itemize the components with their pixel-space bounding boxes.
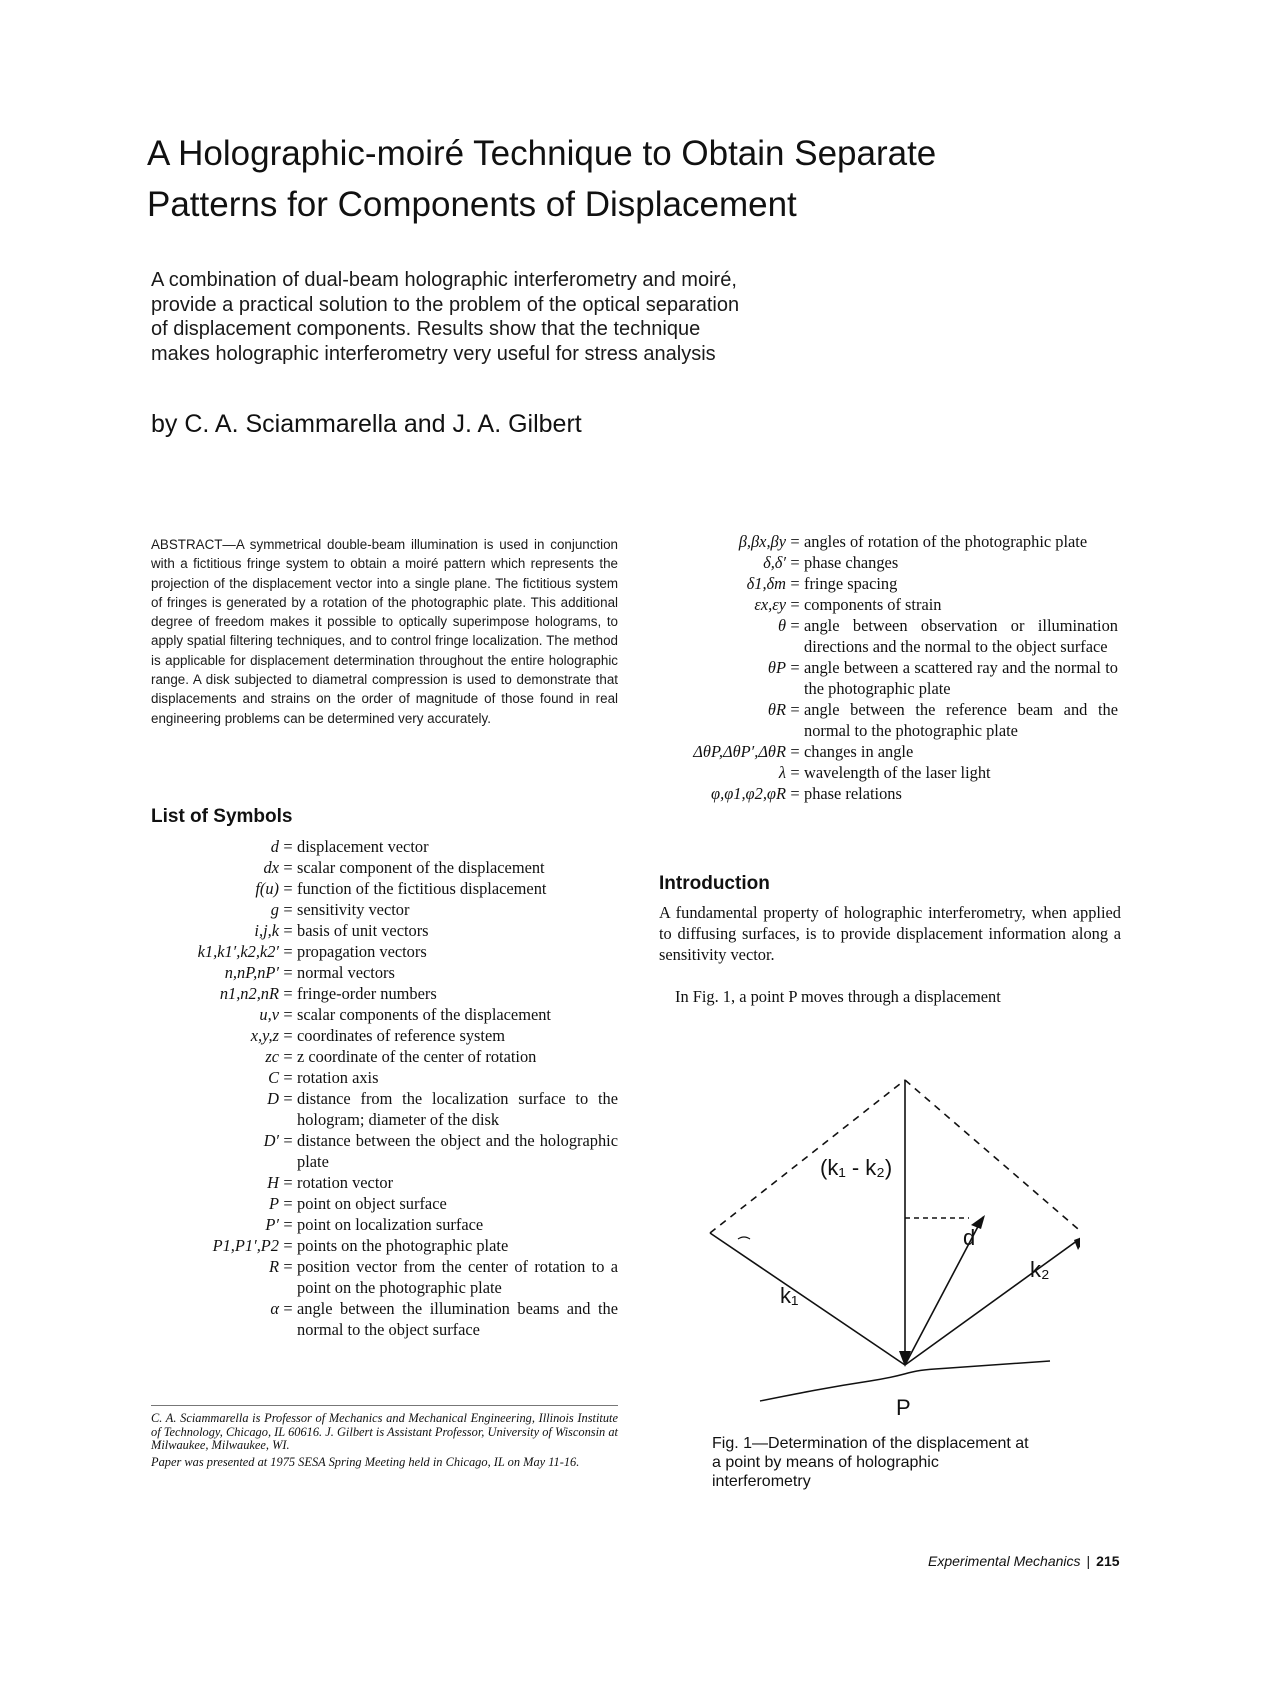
symbol: i,j,k bbox=[254, 921, 279, 940]
k2-label: k₂ bbox=[1030, 1257, 1050, 1282]
symbol-entry: D′ = distance between the object and the holographic plate bbox=[148, 1130, 618, 1172]
symbol-definition: position vector from the center of rotation to a point on the photographic plate bbox=[297, 1257, 618, 1297]
symbol-entry: φ,φ1,φ2,φR = phase relations bbox=[656, 783, 1118, 804]
symbol-definition: displacement vector bbox=[297, 837, 429, 856]
symbol-entry: f(u) = function of the fictitious displacement bbox=[148, 878, 618, 899]
symbol-definition: angle between the illumination beams and the normal to the object surface bbox=[297, 1299, 618, 1339]
symbol-list-left bbox=[148, 836, 618, 1340]
symbol: θP bbox=[767, 658, 786, 677]
symbol: β,βx,βy bbox=[738, 532, 786, 551]
symbol-definition: distance between the object and the holographic plate bbox=[297, 1131, 618, 1171]
symbol-entry: P1,P1′,P2 = points on the photographic plate bbox=[148, 1235, 618, 1256]
symbol-entry: θ = angle between observation or illumination directions and the normal to the object surface bbox=[656, 615, 1118, 657]
symbol-entry: θR = angle between the reference beam and the normal to the photographic plate bbox=[656, 699, 1118, 741]
symbol: θR bbox=[767, 700, 786, 719]
symbol-definition: sensitivity vector bbox=[297, 900, 410, 919]
symbol: δ,δ′ bbox=[763, 553, 786, 572]
k1-tilde bbox=[738, 1237, 750, 1239]
symbol: D′ bbox=[263, 1131, 279, 1150]
symbol: C bbox=[268, 1068, 279, 1087]
symbol-entry: P′ = point on localization surface bbox=[148, 1214, 618, 1235]
symbol: R bbox=[268, 1257, 279, 1276]
d-label: d bbox=[963, 1225, 976, 1250]
symbol-definition: basis of unit vectors bbox=[297, 921, 429, 940]
symbol: θ bbox=[777, 616, 786, 635]
symbol-entry: n,nP,nP′ = normal vectors bbox=[148, 962, 618, 983]
symbol: n,nP,nP′ bbox=[224, 963, 279, 982]
footnote-affiliation: C. A. Sciammarella is Professor of Mechanics and Mechanical Engineering, Illinois Institute of Technology, Chicago, IL 60616. J. Gilbert is Assistant Professor, University of Wisconsin at Milwaukee, Milwaukee, WI. bbox=[151, 1411, 618, 1453]
deck-line-4: makes holographic interferometry very useful for stress analysis bbox=[151, 342, 716, 365]
author-footnote bbox=[151, 1412, 618, 1472]
k2-ray bbox=[905, 1235, 1080, 1365]
symbol-definition: phase changes bbox=[804, 553, 899, 572]
symbol-entry: λ = wavelength of the laser light bbox=[656, 762, 1118, 783]
symbol-entry: R = position vector from the center of rotation to a point on the photographic plate bbox=[148, 1256, 618, 1298]
symbol-list-right bbox=[656, 531, 1118, 804]
symbol: εx,εy bbox=[754, 595, 786, 614]
deck-line-2: provide a practical solution to the problem of the optical separation bbox=[151, 293, 740, 316]
symbol-definition: point on object surface bbox=[297, 1194, 447, 1213]
symbol-definition: phase relations bbox=[804, 784, 902, 803]
page-number: 215 bbox=[1096, 1553, 1120, 1569]
symbol-entry: εx,εy = components of strain bbox=[656, 594, 1118, 615]
symbol-entry: d = displacement vector bbox=[148, 836, 618, 857]
point-p-label: P bbox=[896, 1395, 911, 1420]
journal-name: Experimental Mechanics bbox=[928, 1553, 1081, 1569]
k1-minus-k2-label: (k₁ - k₂) bbox=[820, 1155, 893, 1180]
footnote-presentation: Paper was presented at 1975 SESA Spring Meeting held in Chicago, IL on May 11-16. bbox=[151, 1454, 580, 1469]
symbol: φ,φ1,φ2,φR bbox=[711, 784, 786, 803]
symbol: dx bbox=[263, 858, 279, 877]
symbol: k1,k1′,k2,k2′ bbox=[197, 942, 279, 961]
symbol-definition: fringe-order numbers bbox=[297, 984, 437, 1003]
footnote-divider bbox=[151, 1405, 618, 1406]
page-folio bbox=[928, 1553, 1120, 1569]
symbols-heading: List of Symbols bbox=[151, 806, 293, 827]
figure-1-diagram bbox=[700, 1065, 1080, 1430]
k1-label: k₁ bbox=[780, 1283, 799, 1308]
symbol-definition: coordinates of reference system bbox=[297, 1026, 505, 1045]
k1-ray bbox=[710, 1233, 905, 1365]
symbol: g bbox=[270, 900, 279, 919]
caption-line-3: interferometry bbox=[712, 1473, 811, 1490]
symbol-entry: P = point on object surface bbox=[148, 1193, 618, 1214]
folio-separator: | bbox=[1086, 1553, 1091, 1569]
symbol: D bbox=[267, 1089, 279, 1108]
symbol-entry: ΔθP,ΔθP′,ΔθR = changes in angle bbox=[656, 741, 1118, 762]
figure-1-caption bbox=[712, 1434, 1092, 1491]
caption-line-2: a point by means of holographic bbox=[712, 1454, 939, 1471]
caption-line-1: Fig. 1—Determination of the displacement at bbox=[712, 1435, 1029, 1452]
symbol-entry: θP = angle between a scattered ray and the normal to the photographic plate bbox=[656, 657, 1118, 699]
title-line-1: A Holographic-moiré Technique to Obtain Separate bbox=[147, 134, 937, 173]
symbol-entry: n1,n2,nR = fringe-order numbers bbox=[148, 983, 618, 1004]
symbol: P′ bbox=[265, 1215, 279, 1234]
symbol-entry: D = distance from the localization surface to the hologram; diameter of the disk bbox=[148, 1088, 618, 1130]
symbol-entry: x,y,z = coordinates of reference system bbox=[148, 1025, 618, 1046]
symbol-definition: normal vectors bbox=[297, 963, 395, 982]
symbol-definition: scalar components of the displacement bbox=[297, 1005, 551, 1024]
symbol-entry: k1,k1′,k2,k2′ = propagation vectors bbox=[148, 941, 618, 962]
intro-paragraph-1: A fundamental property of holographic interferometry, when applied to diffusing surfaces, is to provide displacement information along a sensitivity vector. bbox=[659, 903, 1121, 964]
symbol-entry: δ1,δm = fringe spacing bbox=[656, 573, 1118, 594]
symbol: f(u) bbox=[255, 879, 279, 898]
symbol-definition: angle between a scattered ray and the normal to the photographic plate bbox=[804, 658, 1118, 698]
symbol-definition: rotation axis bbox=[297, 1068, 379, 1087]
symbol-definition: changes in angle bbox=[804, 742, 914, 761]
intro-paragraph-2: In Fig. 1, a point P moves through a displacement bbox=[675, 987, 1001, 1006]
symbol-definition: z coordinate of the center of rotation bbox=[297, 1047, 537, 1066]
symbol-entry: dx = scalar component of the displacement bbox=[148, 857, 618, 878]
symbol-definition: angle between observation or illumination directions and the normal to the object surface bbox=[804, 616, 1118, 656]
symbol: P bbox=[268, 1194, 279, 1213]
deck-line-1: A combination of dual-beam holographic interferometry and moiré, bbox=[151, 269, 737, 291]
symbol: u,v bbox=[259, 1005, 279, 1024]
symbol-definition: fringe spacing bbox=[804, 574, 898, 593]
symbol: ΔθP,ΔθP′,ΔθR bbox=[693, 742, 786, 761]
symbol-definition: scalar component of the displacement bbox=[297, 858, 545, 877]
symbol-entry: u,v = scalar components of the displacement bbox=[148, 1004, 618, 1025]
title-line-2: Patterns for Components of Displacement bbox=[147, 185, 797, 224]
symbol: λ bbox=[778, 763, 786, 782]
sensitivity-arrowhead bbox=[899, 1351, 911, 1367]
symbol-entry: δ,δ′ = phase changes bbox=[656, 552, 1118, 573]
symbol: d bbox=[270, 837, 279, 856]
symbol-entry: i,j,k = basis of unit vectors bbox=[148, 920, 618, 941]
symbol-entry: C = rotation axis bbox=[148, 1067, 618, 1088]
symbol: zc bbox=[265, 1047, 279, 1066]
symbol: P1,P1′,P2 bbox=[212, 1236, 279, 1255]
symbol-entry: α = angle between the illumination beams and the normal to the object surface bbox=[148, 1298, 618, 1340]
symbol-entry: H = rotation vector bbox=[148, 1172, 618, 1193]
symbol-definition: point on localization surface bbox=[297, 1215, 484, 1234]
symbol: x,y,z bbox=[250, 1026, 279, 1045]
byline: by C. A. Sciammarella and J. A. Gilbert bbox=[151, 410, 582, 438]
article-deck bbox=[151, 268, 851, 366]
symbol: n1,n2,nR bbox=[219, 984, 279, 1003]
symbol: δ1,δm bbox=[746, 574, 786, 593]
deck-line-3: of displacement components. Results show that the technique bbox=[151, 318, 701, 341]
symbol-definition: propagation vectors bbox=[297, 942, 427, 961]
symbol-entry: β,βx,βy = angles of rotation of the photographic plate bbox=[656, 531, 1118, 552]
symbol-definition: points on the photographic plate bbox=[297, 1236, 509, 1255]
article-title bbox=[147, 128, 1147, 230]
symbol-definition: distance from the localization surface to the hologram; diameter of the disk bbox=[297, 1089, 618, 1129]
symbol-definition: angles of rotation of the photographic plate bbox=[804, 532, 1088, 551]
symbol-definition: angle between the reference beam and the normal to the photographic plate bbox=[804, 700, 1118, 740]
symbol-definition: function of the fictitious displacement bbox=[297, 879, 547, 898]
introduction-heading: Introduction bbox=[659, 873, 770, 894]
symbol-definition: rotation vector bbox=[297, 1173, 394, 1192]
symbol: H bbox=[267, 1173, 279, 1192]
symbol-entry: zc = z coordinate of the center of rotation bbox=[148, 1046, 618, 1067]
abstract: ABSTRACT—A symmetrical double-beam illumination is used in conjunction with a fictitious fringe system to obtain a moiré pattern which represents the projection of the displacement vector into a single plane. The fictitious system of fringes is generated by a rotation of the photographic plate. This additional degree of freedom makes it possible to optically superimpose holograms, to apply spatial filtering techniques, and to control fringe localization. The method is applicable for displacement determination throughout the entire holographic range. A disk subjected to diametral compression is used to demonstrate that displacements and strains on the order of magnitude of those found in real engineering problems can be determined very accurately. bbox=[151, 537, 618, 726]
upper-right-dashed-line bbox=[905, 1080, 1080, 1235]
symbol-definition: wavelength of the laser light bbox=[804, 763, 991, 782]
symbol: α bbox=[270, 1299, 279, 1318]
symbol-definition: components of strain bbox=[804, 595, 942, 614]
symbol-entry: g = sensitivity vector bbox=[148, 899, 618, 920]
